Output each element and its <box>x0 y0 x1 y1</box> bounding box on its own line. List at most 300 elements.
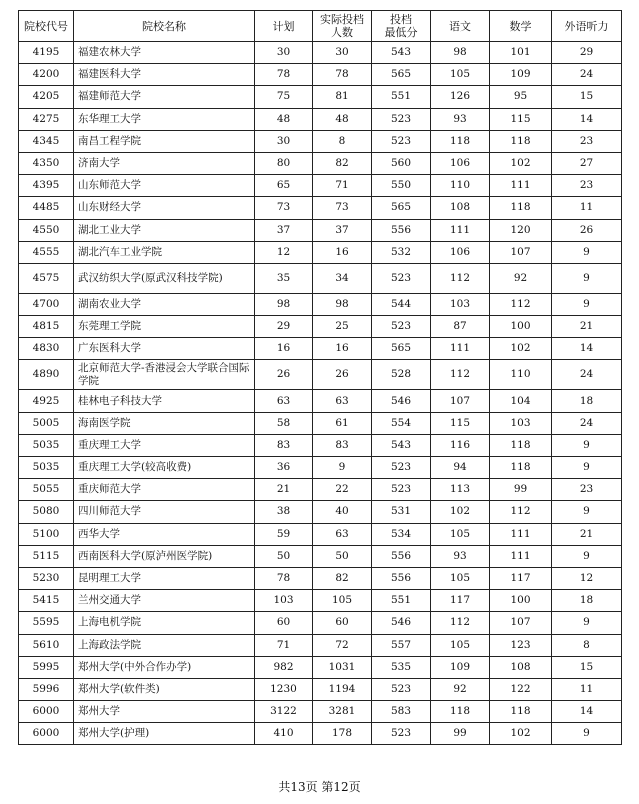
cell-math: 101 <box>490 42 552 64</box>
cell-english-listening: 24 <box>552 412 622 434</box>
table-header-row <box>19 11 622 42</box>
header-math <box>490 11 552 42</box>
cell-plan: 410 <box>255 723 313 745</box>
cell-plan: 16 <box>255 338 313 360</box>
cell-math: 100 <box>490 590 552 612</box>
cell-chinese: 111 <box>431 338 490 360</box>
cell-math: 118 <box>490 457 552 479</box>
cell-school-name: 郑州大学(软件类) <box>74 678 255 700</box>
cell-plan: 83 <box>255 434 313 456</box>
cell-min-score: 523 <box>372 678 431 700</box>
cell-english-listening: 14 <box>552 108 622 130</box>
cell-school-name: 上海电机学院 <box>74 612 255 634</box>
cell-math: 111 <box>490 523 552 545</box>
cell-math: 111 <box>490 545 552 567</box>
cell-english-listening: 14 <box>552 701 622 723</box>
header-english-listening <box>552 11 622 42</box>
cell-english-listening: 26 <box>552 219 622 241</box>
cell-actual-admitted: 63 <box>313 523 372 545</box>
cell-min-score: 523 <box>372 457 431 479</box>
cell-actual-admitted: 61 <box>313 412 372 434</box>
table-row <box>19 42 622 64</box>
cell-math: 95 <box>490 86 552 108</box>
cell-school-code: 4350 <box>19 152 74 174</box>
cell-min-score: 560 <box>372 152 431 174</box>
table-row <box>19 501 622 523</box>
cell-plan: 21 <box>255 479 313 501</box>
cell-chinese: 98 <box>431 42 490 64</box>
table-row <box>19 360 622 390</box>
cell-plan: 60 <box>255 612 313 634</box>
cell-school-code: 5230 <box>19 567 74 589</box>
cell-actual-admitted: 8 <box>313 130 372 152</box>
table-row <box>19 390 622 412</box>
cell-chinese: 106 <box>431 241 490 263</box>
cell-school-code: 4815 <box>19 316 74 338</box>
cell-school-name: 湖北工业大学 <box>74 219 255 241</box>
table-row <box>19 338 622 360</box>
cell-english-listening: 14 <box>552 338 622 360</box>
cell-school-name: 广东医科大学 <box>74 338 255 360</box>
cell-english-listening: 9 <box>552 501 622 523</box>
cell-school-name: 福建师范大学 <box>74 86 255 108</box>
table-row <box>19 590 622 612</box>
cell-plan: 37 <box>255 219 313 241</box>
cell-actual-admitted: 9 <box>313 457 372 479</box>
cell-math: 92 <box>490 263 552 293</box>
cell-actual-admitted: 1031 <box>313 656 372 678</box>
cell-school-name: 湖北汽车工业学院 <box>74 241 255 263</box>
cell-math: 108 <box>490 656 552 678</box>
cell-school-code: 5115 <box>19 545 74 567</box>
cell-chinese: 116 <box>431 434 490 456</box>
cell-chinese: 112 <box>431 360 490 390</box>
cell-math: 104 <box>490 390 552 412</box>
cell-english-listening: 9 <box>552 457 622 479</box>
table-row <box>19 612 622 634</box>
cell-min-score: 556 <box>372 567 431 589</box>
cell-school-code: 6000 <box>19 701 74 723</box>
cell-min-score: 556 <box>372 545 431 567</box>
cell-english-listening: 15 <box>552 656 622 678</box>
cell-actual-admitted: 26 <box>313 360 372 390</box>
cell-actual-admitted: 82 <box>313 152 372 174</box>
cell-school-name: 山东师范大学 <box>74 175 255 197</box>
cell-math: 118 <box>490 130 552 152</box>
table-row <box>19 634 622 656</box>
cell-english-listening: 9 <box>552 434 622 456</box>
cell-school-name: 郑州大学(中外合作办学) <box>74 656 255 678</box>
cell-english-listening: 15 <box>552 86 622 108</box>
cell-min-score: 565 <box>372 64 431 86</box>
table-row <box>19 64 622 86</box>
cell-actual-admitted: 63 <box>313 390 372 412</box>
cell-math: 118 <box>490 197 552 219</box>
cell-english-listening: 11 <box>552 197 622 219</box>
cell-min-score: 534 <box>372 523 431 545</box>
cell-min-score: 531 <box>372 501 431 523</box>
table-row <box>19 457 622 479</box>
table-row <box>19 175 622 197</box>
cell-math: 100 <box>490 316 552 338</box>
cell-english-listening: 9 <box>552 263 622 293</box>
cell-math: 102 <box>490 723 552 745</box>
cell-english-listening: 12 <box>552 567 622 589</box>
cell-math: 118 <box>490 434 552 456</box>
cell-actual-admitted: 22 <box>313 479 372 501</box>
cell-plan: 36 <box>255 457 313 479</box>
cell-plan: 26 <box>255 360 313 390</box>
cell-math: 99 <box>490 479 552 501</box>
cell-plan: 982 <box>255 656 313 678</box>
cell-actual-admitted: 34 <box>313 263 372 293</box>
cell-school-code: 6000 <box>19 723 74 745</box>
cell-chinese: 106 <box>431 152 490 174</box>
cell-actual-admitted: 81 <box>313 86 372 108</box>
cell-chinese: 105 <box>431 523 490 545</box>
table-row <box>19 293 622 315</box>
cell-school-name: 福建医科大学 <box>74 64 255 86</box>
cell-plan: 63 <box>255 390 313 412</box>
cell-min-score: 546 <box>372 612 431 634</box>
cell-school-name: 东华理工大学 <box>74 108 255 130</box>
cell-chinese: 118 <box>431 701 490 723</box>
table-row <box>19 219 622 241</box>
cell-school-name: 上海政法学院 <box>74 634 255 656</box>
cell-school-name: 重庆师范大学 <box>74 479 255 501</box>
cell-english-listening: 18 <box>552 390 622 412</box>
header-min-score <box>372 11 431 42</box>
table-row <box>19 241 622 263</box>
cell-math: 111 <box>490 175 552 197</box>
cell-school-code: 4200 <box>19 64 74 86</box>
header-text: 计划 <box>272 19 295 33</box>
table-row <box>19 412 622 434</box>
table-row <box>19 567 622 589</box>
cell-school-name: 山东财经大学 <box>74 197 255 219</box>
cell-actual-admitted: 37 <box>313 219 372 241</box>
cell-math: 112 <box>490 293 552 315</box>
cell-min-score: 565 <box>372 338 431 360</box>
cell-school-code: 4485 <box>19 197 74 219</box>
cell-plan: 65 <box>255 175 313 197</box>
cell-min-score: 546 <box>372 390 431 412</box>
cell-min-score: 544 <box>372 293 431 315</box>
cell-chinese: 105 <box>431 567 490 589</box>
cell-plan: 73 <box>255 197 313 219</box>
cell-chinese: 105 <box>431 64 490 86</box>
cell-min-score: 556 <box>372 219 431 241</box>
cell-actual-admitted: 98 <box>313 293 372 315</box>
cell-english-listening: 18 <box>552 590 622 612</box>
cell-school-code: 4830 <box>19 338 74 360</box>
cell-math: 103 <box>490 412 552 434</box>
header-text: 数学 <box>509 19 532 33</box>
cell-plan: 50 <box>255 545 313 567</box>
cell-school-code: 4205 <box>19 86 74 108</box>
cell-chinese: 103 <box>431 293 490 315</box>
cell-english-listening: 9 <box>552 723 622 745</box>
cell-actual-admitted: 16 <box>313 338 372 360</box>
cell-school-code: 5415 <box>19 590 74 612</box>
cell-chinese: 102 <box>431 501 490 523</box>
cell-actual-admitted: 83 <box>313 434 372 456</box>
cell-math: 122 <box>490 678 552 700</box>
table-row <box>19 108 622 130</box>
cell-chinese: 99 <box>431 723 490 745</box>
cell-english-listening: 24 <box>552 360 622 390</box>
cell-chinese: 126 <box>431 86 490 108</box>
cell-school-name: 重庆理工大学 <box>74 434 255 456</box>
cell-plan: 103 <box>255 590 313 612</box>
cell-english-listening: 9 <box>552 612 622 634</box>
cell-school-code: 5080 <box>19 501 74 523</box>
cell-school-name: 桂林电子科技大学 <box>74 390 255 412</box>
cell-plan: 30 <box>255 130 313 152</box>
cell-school-name: 四川师范大学 <box>74 501 255 523</box>
header-text: 外语听力 <box>564 19 609 33</box>
table-row <box>19 701 622 723</box>
cell-actual-admitted: 30 <box>313 42 372 64</box>
cell-english-listening: 21 <box>552 316 622 338</box>
cell-school-code: 5035 <box>19 457 74 479</box>
cell-min-score: 523 <box>372 316 431 338</box>
cell-chinese: 110 <box>431 175 490 197</box>
cell-chinese: 107 <box>431 390 490 412</box>
cell-chinese: 112 <box>431 612 490 634</box>
cell-school-name: 郑州大学 <box>74 701 255 723</box>
cell-plan: 71 <box>255 634 313 656</box>
table-row <box>19 656 622 678</box>
header-text: 最低分 <box>384 26 418 39</box>
table-row <box>19 130 622 152</box>
cell-chinese: 117 <box>431 590 490 612</box>
cell-min-score: 535 <box>372 656 431 678</box>
cell-plan: 12 <box>255 241 313 263</box>
cell-plan: 35 <box>255 263 313 293</box>
cell-chinese: 93 <box>431 545 490 567</box>
cell-school-code: 5996 <box>19 678 74 700</box>
page-number: 共13页 第12页 <box>278 780 361 794</box>
cell-math: 109 <box>490 64 552 86</box>
table-row <box>19 723 622 745</box>
cell-actual-admitted: 16 <box>313 241 372 263</box>
cell-school-code: 4345 <box>19 130 74 152</box>
cell-plan: 3122 <box>255 701 313 723</box>
header-text: 语文 <box>449 19 471 33</box>
cell-chinese: 112 <box>431 263 490 293</box>
cell-plan: 1230 <box>255 678 313 700</box>
cell-english-listening: 9 <box>552 545 622 567</box>
table-row <box>19 523 622 545</box>
cell-actual-admitted: 105 <box>313 590 372 612</box>
cell-min-score: 523 <box>372 263 431 293</box>
cell-school-name: 南昌工程学院 <box>74 130 255 152</box>
cell-math: 107 <box>490 612 552 634</box>
table-row <box>19 316 622 338</box>
table-row <box>19 479 622 501</box>
cell-math: 117 <box>490 567 552 589</box>
cell-min-score: 551 <box>372 590 431 612</box>
cell-chinese: 118 <box>431 130 490 152</box>
cell-school-name: 西南医科大学(原泸州医学院) <box>74 545 255 567</box>
cell-actual-admitted: 73 <box>313 197 372 219</box>
cell-math: 107 <box>490 241 552 263</box>
cell-actual-admitted: 48 <box>313 108 372 130</box>
cell-school-code: 4575 <box>19 263 74 293</box>
header-actual-admitted <box>313 11 372 42</box>
cell-min-score: 532 <box>372 241 431 263</box>
table-row <box>19 678 622 700</box>
header-school-name <box>74 11 255 42</box>
cell-plan: 29 <box>255 316 313 338</box>
cell-school-code: 5595 <box>19 612 74 634</box>
cell-actual-admitted: 82 <box>313 567 372 589</box>
cell-math: 123 <box>490 634 552 656</box>
cell-actual-admitted: 60 <box>313 612 372 634</box>
cell-school-code: 4195 <box>19 42 74 64</box>
cell-plan: 80 <box>255 152 313 174</box>
cell-school-code: 5100 <box>19 523 74 545</box>
cell-math: 118 <box>490 701 552 723</box>
cell-chinese: 105 <box>431 634 490 656</box>
cell-school-code: 4925 <box>19 390 74 412</box>
table-row <box>19 86 622 108</box>
header-text: 院校名称 <box>142 19 186 33</box>
header-text: 院校代号 <box>24 19 68 33</box>
cell-english-listening: 11 <box>552 678 622 700</box>
table-body <box>19 42 622 745</box>
cell-school-code: 4890 <box>19 360 74 390</box>
cell-min-score: 554 <box>372 412 431 434</box>
cell-english-listening: 27 <box>552 152 622 174</box>
cell-school-code: 5055 <box>19 479 74 501</box>
cell-min-score: 583 <box>372 701 431 723</box>
table-row <box>19 152 622 174</box>
cell-school-name: 湖南农业大学 <box>74 293 255 315</box>
cell-school-code: 4700 <box>19 293 74 315</box>
cell-school-name: 济南大学 <box>74 152 255 174</box>
header-plan <box>255 11 313 42</box>
cell-actual-admitted: 3281 <box>313 701 372 723</box>
cell-math: 102 <box>490 338 552 360</box>
cell-school-name: 东莞理工学院 <box>74 316 255 338</box>
cell-school-code: 5035 <box>19 434 74 456</box>
cell-school-name: 福建农林大学 <box>74 42 255 64</box>
cell-english-listening: 24 <box>552 64 622 86</box>
cell-chinese: 93 <box>431 108 490 130</box>
cell-min-score: 543 <box>372 42 431 64</box>
table-row <box>19 434 622 456</box>
cell-min-score: 543 <box>372 434 431 456</box>
cell-chinese: 109 <box>431 656 490 678</box>
cell-actual-admitted: 178 <box>313 723 372 745</box>
cell-actual-admitted: 72 <box>313 634 372 656</box>
cell-math: 115 <box>490 108 552 130</box>
cell-chinese: 111 <box>431 219 490 241</box>
cell-chinese: 87 <box>431 316 490 338</box>
cell-actual-admitted: 1194 <box>313 678 372 700</box>
cell-school-name: 北京师范大学-香港浸会大学联合国际学院 <box>74 360 255 390</box>
cell-min-score: 523 <box>372 108 431 130</box>
header-text: 投档 <box>390 13 412 26</box>
cell-english-listening: 9 <box>552 293 622 315</box>
cell-english-listening: 9 <box>552 241 622 263</box>
cell-min-score: 557 <box>372 634 431 656</box>
cell-english-listening: 29 <box>552 42 622 64</box>
cell-actual-admitted: 71 <box>313 175 372 197</box>
cell-chinese: 113 <box>431 479 490 501</box>
cell-english-listening: 23 <box>552 175 622 197</box>
cell-school-code: 4395 <box>19 175 74 197</box>
admission-score-table <box>18 10 622 745</box>
cell-english-listening: 21 <box>552 523 622 545</box>
cell-plan: 78 <box>255 567 313 589</box>
cell-min-score: 550 <box>372 175 431 197</box>
header-text: 实际投档 <box>320 13 364 26</box>
cell-math: 120 <box>490 219 552 241</box>
cell-chinese: 115 <box>431 412 490 434</box>
cell-english-listening: 23 <box>552 130 622 152</box>
cell-actual-admitted: 78 <box>313 64 372 86</box>
header-school-code <box>19 11 74 42</box>
cell-school-code: 4550 <box>19 219 74 241</box>
cell-school-name: 兰州交通大学 <box>74 590 255 612</box>
cell-min-score: 523 <box>372 479 431 501</box>
cell-school-name: 昆明理工大学 <box>74 567 255 589</box>
cell-chinese: 92 <box>431 678 490 700</box>
cell-min-score: 551 <box>372 86 431 108</box>
table-row <box>19 545 622 567</box>
cell-school-name: 武汉纺织大学(原武汉科技学院) <box>74 263 255 293</box>
cell-school-code: 4275 <box>19 108 74 130</box>
table-row <box>19 197 622 219</box>
cell-chinese: 94 <box>431 457 490 479</box>
cell-school-name: 重庆理工大学(较高收费) <box>74 457 255 479</box>
cell-plan: 98 <box>255 293 313 315</box>
cell-school-name: 海南医学院 <box>74 412 255 434</box>
table-row <box>19 263 622 293</box>
cell-school-code: 5610 <box>19 634 74 656</box>
cell-plan: 38 <box>255 501 313 523</box>
cell-chinese: 108 <box>431 197 490 219</box>
cell-min-score: 565 <box>372 197 431 219</box>
cell-school-name: 郑州大学(护理) <box>74 723 255 745</box>
cell-actual-admitted: 25 <box>313 316 372 338</box>
cell-english-listening: 8 <box>552 634 622 656</box>
cell-plan: 59 <box>255 523 313 545</box>
cell-math: 110 <box>490 360 552 390</box>
cell-school-code: 5995 <box>19 656 74 678</box>
cell-actual-admitted: 50 <box>313 545 372 567</box>
header-chinese <box>431 11 490 42</box>
header-text: 人数 <box>331 26 353 39</box>
cell-min-score: 523 <box>372 723 431 745</box>
cell-school-code: 4555 <box>19 241 74 263</box>
cell-school-code: 5005 <box>19 412 74 434</box>
cell-math: 102 <box>490 152 552 174</box>
cell-plan: 58 <box>255 412 313 434</box>
cell-plan: 75 <box>255 86 313 108</box>
cell-school-name: 西华大学 <box>74 523 255 545</box>
cell-plan: 30 <box>255 42 313 64</box>
cell-english-listening: 23 <box>552 479 622 501</box>
cell-min-score: 523 <box>372 130 431 152</box>
cell-plan: 48 <box>255 108 313 130</box>
cell-min-score: 528 <box>372 360 431 390</box>
cell-actual-admitted: 40 <box>313 501 372 523</box>
cell-plan: 78 <box>255 64 313 86</box>
